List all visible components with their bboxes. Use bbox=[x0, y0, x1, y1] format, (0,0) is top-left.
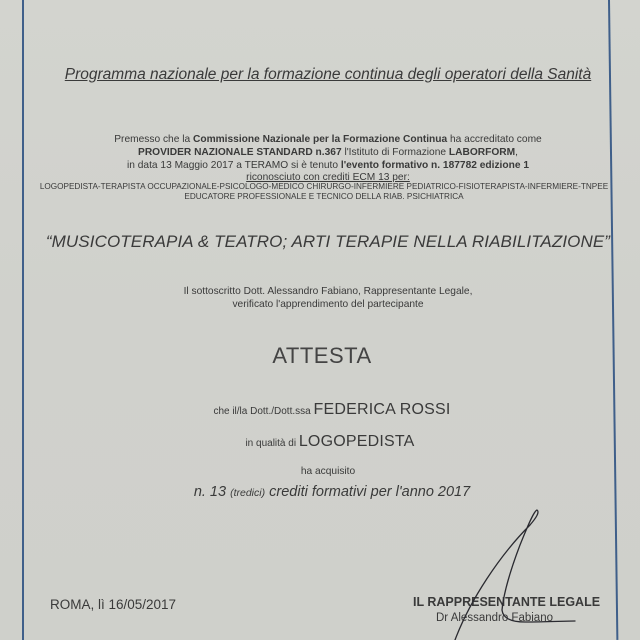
credits-number: n. 13 bbox=[193, 484, 231, 500]
credits-words: (tredici) bbox=[230, 487, 266, 499]
provider-id: PROVIDER NAZIONALE STANDARD n.367 bbox=[138, 147, 342, 158]
credits-text: crediti formativi per l'anno 2017 bbox=[265, 484, 471, 500]
commission-name: Commissione Nazionale per la Formazione Continua bbox=[192, 134, 448, 145]
premise-line-2 bbox=[8, 146, 640, 159]
program-header-title: Programma nazionale per la formazione continua degli operatori della Sanità bbox=[64, 66, 592, 83]
professions-line-1: LOGOPEDISTA-TERAPISTA OCCUPAZIONALE-PSICOLOGO-MEDICO CHIRURGO-INFERMIERE PEDIATRICO-FISIOTERAPISTA-INFERMIERE-TNPEE bbox=[39, 182, 609, 191]
premise-text: Premesso che la bbox=[114, 134, 193, 145]
participant-name: FEDERICA ROSSI bbox=[313, 401, 451, 418]
role-prefix: in qualità di bbox=[245, 438, 299, 449]
provider-name: LABORFORM bbox=[448, 147, 516, 158]
place-date: ROMA, lì 16/05/2017 bbox=[50, 597, 177, 612]
professions-line-2: EDUCATORE PROFESSIONALE E TECNICO DELLA RIAB. PSICHIATRICA bbox=[184, 192, 464, 201]
premise-line-1 bbox=[8, 133, 640, 146]
event-title: “MUSICOTERAPIA & TEATRO; ARTI TERAPIE NELLA RIABILITAZIONE” bbox=[45, 232, 611, 251]
acquired-label: ha acquisito bbox=[300, 466, 356, 477]
legal-rep-title: IL RAPPRESENTANTE LEGALE bbox=[413, 595, 601, 609]
participant-row bbox=[12, 401, 640, 419]
premise-text: l'Istituto di Formazione bbox=[341, 147, 449, 158]
attesta-heading: ATTESTA bbox=[272, 343, 372, 368]
signer-statement-line-2: verificato l'apprendimento del partecipante bbox=[232, 299, 424, 310]
premise-text: ha accreditato come bbox=[447, 134, 542, 145]
participant-prefix: che il/la Dott./Dott.ssa bbox=[213, 406, 314, 417]
legal-rep-name: Dr Alessandro Fabiano bbox=[436, 612, 553, 624]
premise-text: , bbox=[515, 147, 518, 158]
role-row bbox=[10, 433, 640, 451]
event-id: l'evento formativo n. 187782 edizione 1 bbox=[340, 160, 530, 171]
frame-border-right bbox=[608, 0, 618, 640]
frame-border-left bbox=[22, 0, 24, 640]
premise-text: in data 13 Maggio 2017 a TERAMO si è tenuto bbox=[126, 160, 341, 171]
ecm-credits-note: riconosciuto con crediti ECM 13 per: bbox=[246, 172, 410, 183]
role-value: LOGOPEDISTA bbox=[298, 433, 415, 450]
signer-statement-line-1: Il sottoscritto Dott. Alessandro Fabiano, Rappresentante Legale, bbox=[183, 286, 473, 297]
credits-line bbox=[12, 484, 640, 500]
